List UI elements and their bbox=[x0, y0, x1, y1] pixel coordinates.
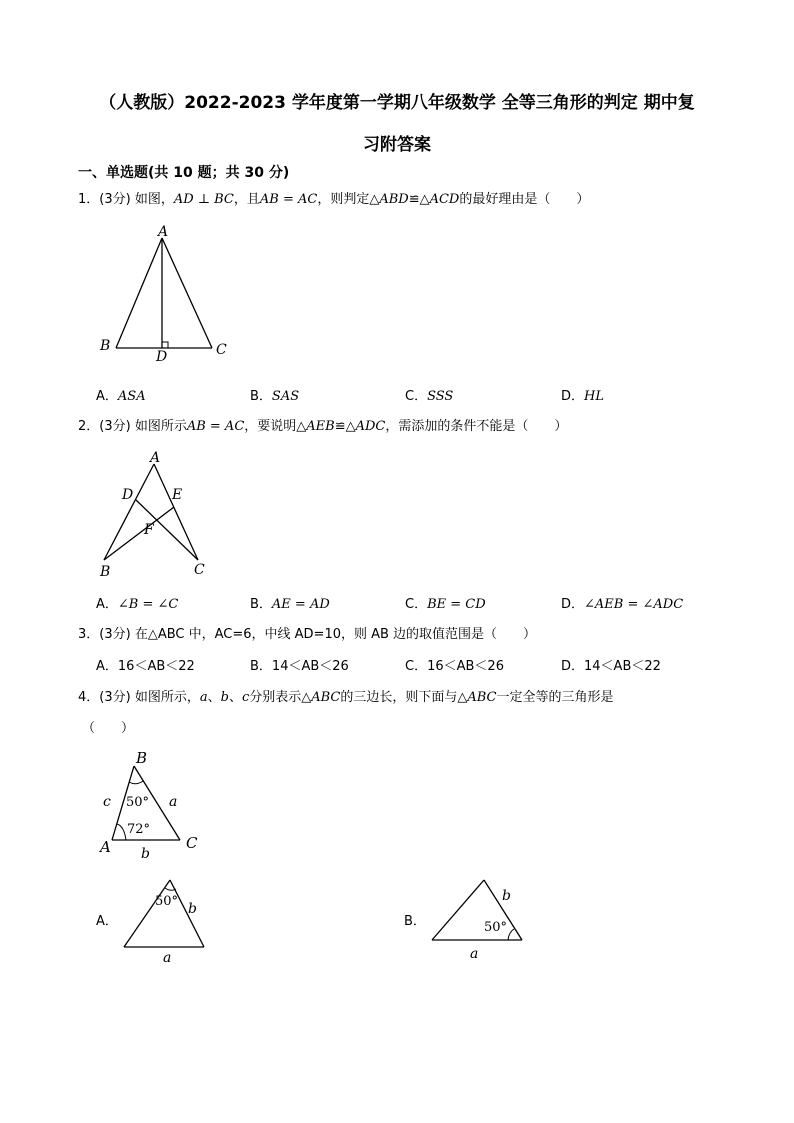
option-text: HL bbox=[584, 389, 604, 404]
question-3-stem: 3．(3分) 在△ABC 中，AC=6，中线 AD=10，则 AB 边的取值范围是（ ） bbox=[78, 627, 537, 642]
question-4-text: 、 bbox=[207, 690, 221, 705]
question-1-triangle-figure bbox=[90, 220, 250, 370]
vertex-label-c: C bbox=[186, 834, 198, 852]
question-1-text: ，则判定△ bbox=[317, 192, 380, 207]
option-text: 14＜AB＜22 bbox=[584, 659, 661, 674]
question-3-option-a[interactable] bbox=[96, 655, 195, 674]
angle-a-label: 72° bbox=[127, 822, 151, 837]
side-label-c: c bbox=[103, 794, 111, 810]
angle-b-arc bbox=[129, 781, 143, 784]
option-text: ∠B = ∠C bbox=[117, 597, 179, 612]
option-letter: A． bbox=[96, 389, 118, 404]
option-letter: D． bbox=[561, 389, 585, 404]
option-text: 16＜AB＜22 bbox=[117, 659, 195, 674]
option-letter: D． bbox=[561, 597, 585, 612]
question-1-option-b[interactable] bbox=[250, 385, 299, 404]
side-label-a: a bbox=[470, 946, 479, 962]
math-expression: ABC bbox=[311, 690, 341, 705]
vertex-label-f: F bbox=[144, 522, 154, 538]
math-expression: c bbox=[241, 690, 250, 705]
vertex-label-d: D bbox=[122, 487, 134, 503]
option-letter: A． bbox=[96, 659, 118, 674]
vertex-label-b: B bbox=[100, 338, 111, 354]
question-2-text: ，要说明△ bbox=[244, 419, 307, 434]
question-2-option-a[interactable] bbox=[96, 593, 178, 612]
question-4-answer-blank: （ ） bbox=[82, 721, 135, 736]
option-letter: C． bbox=[405, 389, 428, 404]
question-4-stem bbox=[78, 686, 614, 705]
option-text: 14＜AB＜26 bbox=[271, 659, 349, 674]
question-1-option-c[interactable] bbox=[405, 385, 453, 404]
question-4-text: 、 bbox=[228, 690, 242, 705]
option-letter: B． bbox=[250, 597, 272, 612]
question-2-number: 2．(3分) 如图所示 bbox=[78, 419, 187, 434]
vertex-label-a: A bbox=[158, 224, 169, 240]
document-title-line1: （人教版）2022-2023 学年度第一学期八年级数学 全等三角形的判定 期中复 bbox=[99, 93, 695, 113]
angle-label: 50° bbox=[484, 920, 508, 935]
vertex-label-c: C bbox=[216, 342, 227, 358]
vertex-label-a: A bbox=[100, 838, 111, 856]
question-4-reference-triangle bbox=[96, 744, 216, 862]
question-4-text: 分别表示△ bbox=[249, 690, 312, 705]
math-expression: AB = AC bbox=[259, 192, 318, 207]
question-1-text: 的最好理由是（ ） bbox=[459, 192, 590, 207]
question-2-option-d[interactable] bbox=[561, 593, 683, 612]
question-2-option-b[interactable] bbox=[250, 593, 330, 612]
option-letter: B． bbox=[250, 389, 272, 404]
vertex-label-e: E bbox=[172, 487, 183, 503]
question-1-option-d[interactable] bbox=[561, 385, 604, 404]
question-1-number: 1．(3分) 如图， bbox=[78, 192, 174, 207]
question-3-option-d[interactable] bbox=[561, 655, 661, 674]
segment-be bbox=[104, 507, 174, 560]
option-letter: B． bbox=[250, 659, 272, 674]
question-4-text: 的三边长，则下面与△ bbox=[340, 690, 468, 705]
question-1-option-a[interactable] bbox=[96, 385, 146, 404]
option-letter: C． bbox=[405, 597, 428, 612]
vertex-label-b: B bbox=[136, 749, 148, 767]
option-text: ∠AEB = ∠ADC bbox=[584, 597, 684, 612]
math-expression: ACD bbox=[429, 192, 460, 207]
question-4-number: 4．(3分) 如图所示， bbox=[78, 690, 200, 705]
question-2-option-c[interactable] bbox=[405, 593, 486, 612]
math-expression: AB = AC bbox=[186, 419, 245, 434]
edge-left bbox=[124, 880, 170, 947]
option-letter: A． bbox=[96, 597, 118, 612]
angle-arc bbox=[508, 929, 514, 940]
right-angle-mark bbox=[162, 342, 168, 348]
math-expression: b bbox=[220, 690, 229, 705]
edge-ac bbox=[162, 238, 212, 348]
side-label-a: a bbox=[163, 950, 172, 966]
edge-ab bbox=[104, 464, 154, 560]
edge-ab bbox=[116, 238, 162, 348]
option-text: ASA bbox=[117, 389, 146, 404]
section-heading: 一、单选题(共 10 题；共 30 分) bbox=[78, 165, 290, 181]
question-4-text: 一定全等的三角形是 bbox=[496, 690, 614, 705]
edge-right bbox=[170, 880, 204, 947]
document-title-line2: 习附答案 bbox=[363, 135, 431, 155]
math-expression: ABD bbox=[379, 192, 409, 207]
question-3-option-b[interactable] bbox=[250, 655, 349, 674]
option-text: SAS bbox=[271, 389, 300, 404]
question-1-text: ，且 bbox=[233, 192, 260, 207]
vertex-label-a: A bbox=[150, 450, 161, 466]
math-expression: ABC bbox=[467, 690, 497, 705]
side-label-b: b bbox=[188, 901, 197, 917]
side-label-b: b bbox=[141, 846, 150, 862]
question-1-text: ≌△ bbox=[408, 192, 430, 207]
edge-left bbox=[432, 880, 484, 940]
option-text: SSS bbox=[427, 389, 454, 404]
math-expression: AD ⊥ BC bbox=[173, 192, 234, 207]
question-4-option-a-triangle[interactable] bbox=[112, 868, 222, 968]
vertex-label-b: B bbox=[100, 564, 111, 580]
math-expression: AEB bbox=[306, 419, 335, 434]
question-4-option-b-letter[interactable]: B． bbox=[404, 914, 426, 929]
option-text: AE = AD bbox=[271, 597, 330, 612]
question-3-option-c[interactable] bbox=[405, 655, 504, 674]
option-text: BE = CD bbox=[427, 597, 486, 612]
question-2-text: ≌△ bbox=[334, 419, 356, 434]
edge-ac bbox=[154, 464, 198, 560]
option-letter: D． bbox=[561, 659, 585, 674]
vertex-label-c: C bbox=[194, 562, 205, 578]
side-label-a: a bbox=[169, 794, 178, 810]
angle-a-arc bbox=[117, 824, 126, 840]
option-letter: C． bbox=[405, 659, 428, 674]
option-text: 16＜AB＜26 bbox=[427, 659, 504, 674]
question-4-option-a-letter[interactable]: A． bbox=[96, 914, 118, 929]
question-2-text: ，需添加的条件不能是（ ） bbox=[385, 419, 568, 434]
math-expression: ADC bbox=[355, 419, 386, 434]
angle-label: 50° bbox=[155, 894, 179, 909]
angle-b-label: 50° bbox=[126, 795, 150, 810]
side-label-b: b bbox=[502, 888, 511, 904]
question-2-figure bbox=[90, 448, 230, 583]
vertex-label-d: D bbox=[156, 349, 168, 365]
question-2-stem bbox=[78, 415, 567, 434]
question-1-stem bbox=[78, 188, 589, 207]
math-expression: a bbox=[199, 690, 208, 705]
question-4-option-b-triangle[interactable] bbox=[422, 868, 542, 968]
